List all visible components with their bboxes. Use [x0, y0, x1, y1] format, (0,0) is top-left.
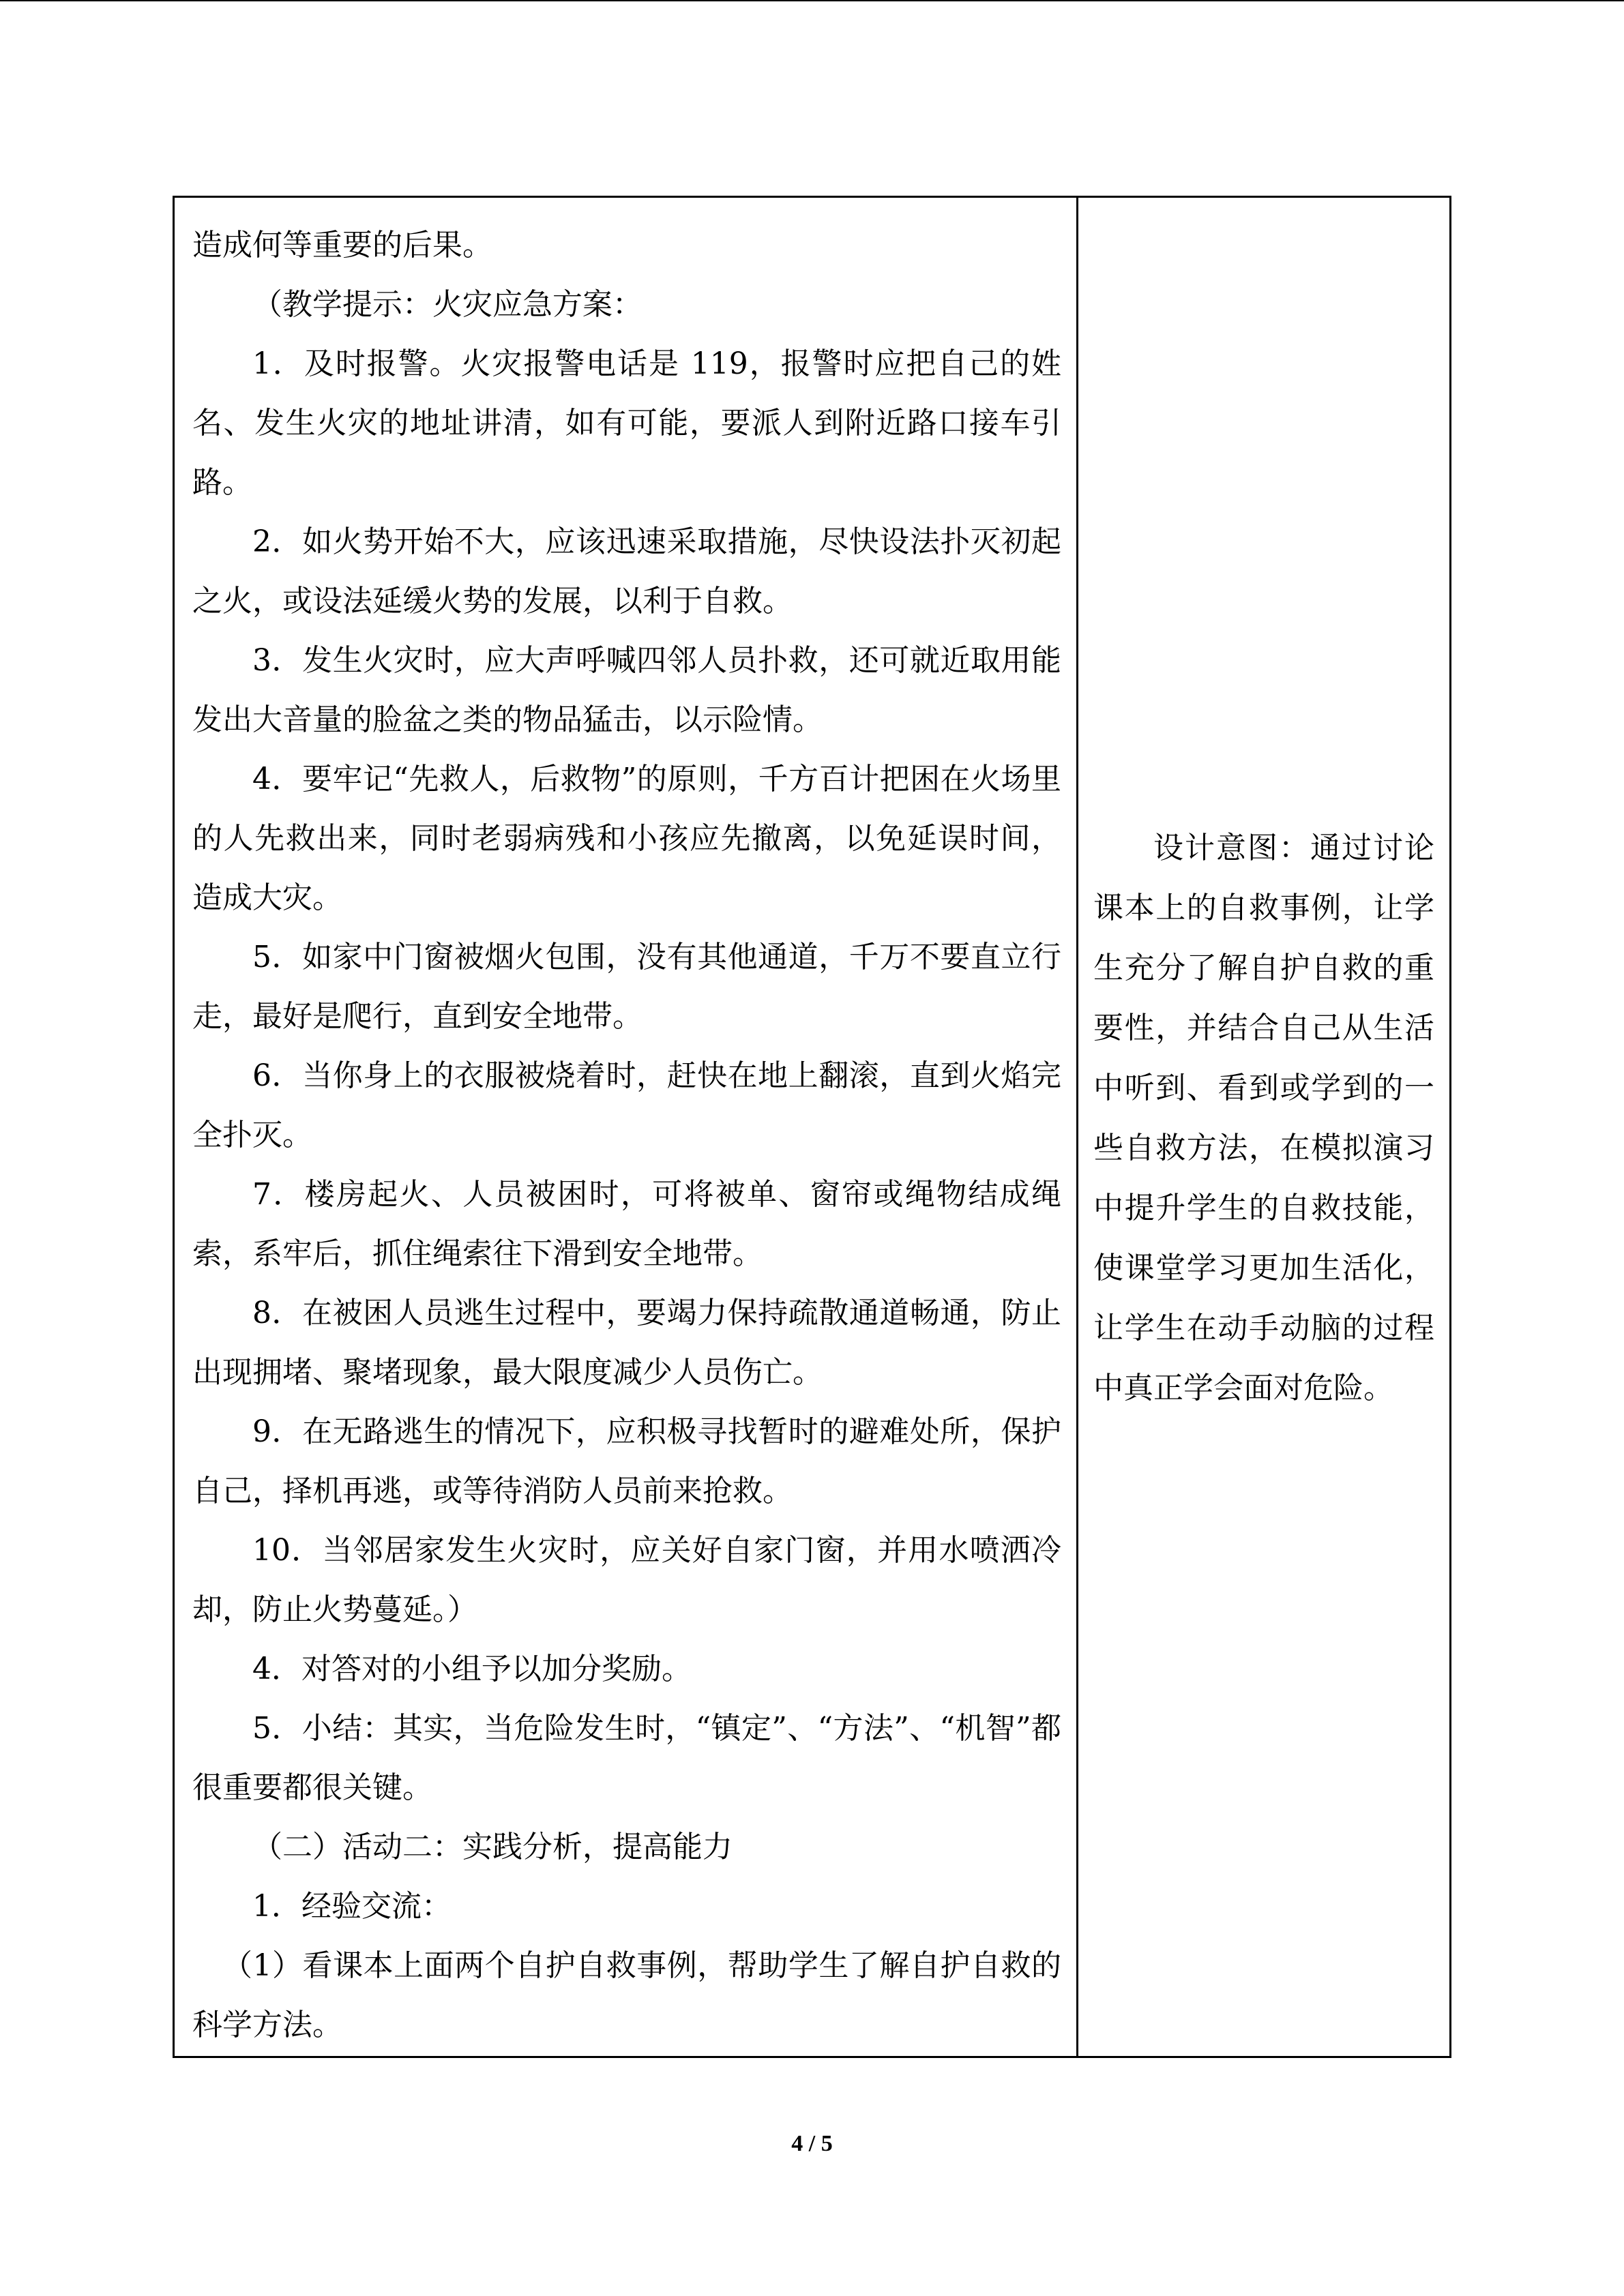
design-intent-column: [1078, 198, 1449, 2056]
paragraph-4: 3．发生火灾时，应大声呼喊四邻人员扑救，还可就近取用能发出大音量的脸盆之类的物品猛击，以示险情。: [192, 643, 1061, 737]
paragraph-15: 1．经验交流：: [252, 1889, 452, 1924]
paragraph-0: 造成何等重要的后果。: [192, 228, 492, 263]
paragraph-5: 4．要牢记“先救人，后救物”的原则，千方百计把困在火场里的人先救出来，同时老弱病残和小孩应先撤离，以免延误时间，造成大灾。: [192, 762, 1061, 915]
paragraph-6: 5．如家中门窗被烟火包围，没有其他通道，千万不要直立行走，最好是爬行，直到安全地带。: [192, 940, 1061, 1034]
paragraph-9: 8．在被困人员逃生过程中，要竭力保持疏散通道畅通，防止出现拥堵、聚堵现象，最大限度减少人员伤亡。: [192, 1296, 1061, 1390]
paragraph-1: （教学提示：火灾应急方案：: [252, 287, 643, 322]
lesson-table: [173, 196, 1451, 2058]
paragraph-12: 4．对答对的小组予以加分奖励。: [252, 1652, 692, 1686]
design-intent-text: 设计意图：通过讨论课本上的自救事例，让学生充分了解自护自救的重要性，并结合自己从生活中听到、看到或学到的一些自救方法，在模拟演习中提升学生的自救技能，使课堂学习更加生活化，让学生在动手动脑的过程中真正学会面对危险。: [1093, 831, 1434, 1405]
page-number: 4 / 5: [791, 2131, 833, 2156]
teaching-content-column: [175, 198, 1078, 2056]
top-border-line: [0, 0, 1624, 1]
paragraph-16: （1）看课本上面两个自护自救事例，帮助学生了解自护自救的科学方法。: [192, 1948, 1061, 2042]
paragraph-2: 1．及时报警。火灾报警电话是 119，报警时应把自己的姓名、发生火灾的地址讲清，如有可能，要派人到附近路口接车引路。: [192, 346, 1061, 500]
paragraph-8: 7．楼房起火、人员被困时，可将被单、窗帘或绳物结成绳索，系牢后，抓住绳索往下滑到安全地带。: [192, 1177, 1061, 1271]
paragraph-10: 9．在无路逃生的情况下，应积极寻找暂时的避难处所，保护自己，择机再逃，或等待消防人员前来抢救。: [192, 1414, 1061, 1508]
paragraph-13: 5．小结：其实，当危险发生时，“镇定”、“方法”、“机智”都很重要都很关键。: [192, 1711, 1061, 1805]
paragraph-3: 2．如火势开始不大，应该迅速采取措施，尽快设法扑灭初起之火，或设法延缓火势的发展，以利于自救。: [192, 524, 1061, 618]
paragraph-14: （二）活动二：实践分析，提高能力: [252, 1830, 733, 1864]
paragraph-7: 6．当你身上的衣服被烧着时，赶快在地上翻滚，直到火焰完全扑灭。: [192, 1058, 1061, 1152]
paragraph-11: 10．当邻居家发生火灾时，应关好自家门窗，并用水喷洒冷却，防止火势蔓延。）: [192, 1533, 1061, 1627]
